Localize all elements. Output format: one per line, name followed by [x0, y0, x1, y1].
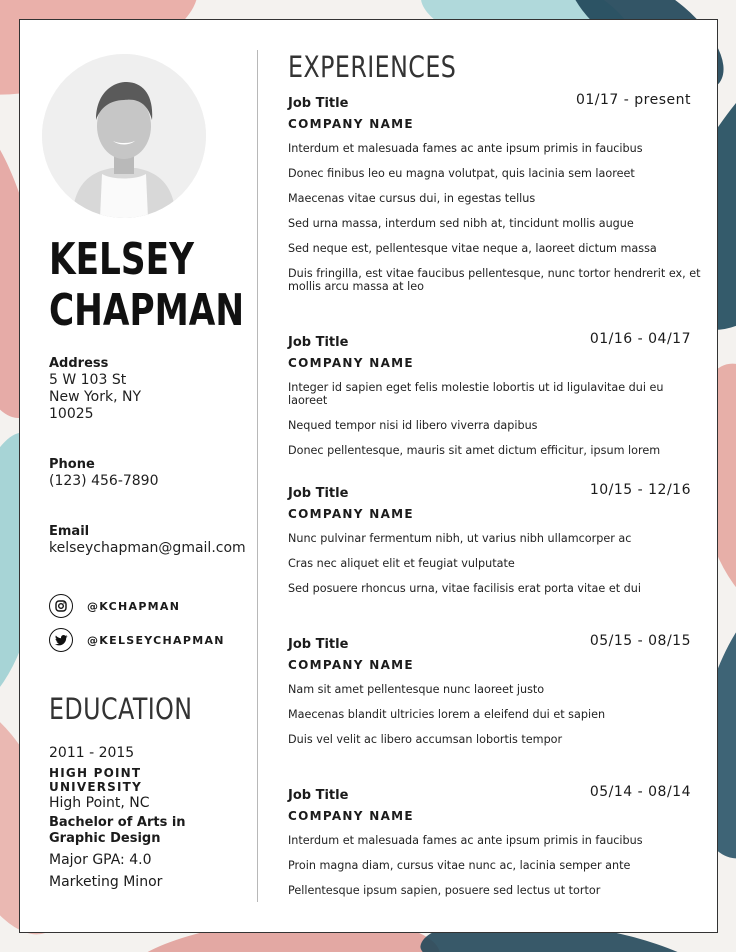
portrait-image — [42, 54, 206, 218]
education-heading: EDUCATION — [49, 692, 193, 726]
job-bullets — [288, 142, 703, 293]
job-entry — [288, 92, 703, 305]
job-dates: 01/16 - 04/17 — [589, 331, 691, 347]
school-city: High Point, NC — [49, 795, 150, 811]
job-bullets — [288, 834, 703, 897]
twitter-icon — [49, 628, 73, 652]
job-bullets — [288, 532, 703, 595]
list-item: Interdum et malesuada fames ac ante ipsum primis in faucibus — [288, 834, 643, 847]
job-entry — [288, 633, 703, 758]
address-block — [49, 356, 141, 423]
list-item: Duis fringilla, est vitae faucibus pellentesque, nunc tortor hendrerit ex, et mollis arcu massa at leo — [288, 267, 701, 293]
resume-sheet — [19, 19, 718, 933]
last-name: CHAPMAN — [49, 285, 245, 336]
first-name: KELSEY — [49, 234, 194, 285]
profile-photo — [42, 54, 206, 218]
address-line: New York, NY — [49, 389, 142, 405]
job-dates: 01/17 - present — [575, 92, 691, 108]
list-item: Sed neque est, pellentesque vitae neque a, laoreet dictum massa — [288, 242, 657, 255]
job-title: Job Title — [288, 96, 349, 111]
list-item: Sed posuere rhoncus urna, vitae facilisis erat porta vitae et dui — [288, 582, 641, 595]
minor: Marketing Minor — [49, 874, 163, 890]
company-name: COMPANY NAME — [288, 507, 414, 521]
job-entry — [288, 482, 703, 607]
education-years: 2011 - 2015 — [49, 745, 135, 761]
address-line: 10025 — [49, 406, 94, 422]
twitter-handle: @KELSEYCHAPMAN — [87, 633, 225, 647]
list-item: Integer id sapien eget felis molestie lobortis ut id ligulavitae dui eu laoreet — [288, 381, 664, 407]
email-label: Email — [49, 524, 90, 539]
job-entry — [288, 784, 703, 909]
job-title: Job Title — [288, 637, 349, 652]
list-item: Sed urna massa, interdum sed nibh at, tincidunt mollis augue — [288, 217, 634, 230]
job-title: Job Title — [288, 486, 349, 501]
column-divider — [257, 50, 258, 902]
instagram-icon — [49, 594, 73, 618]
job-dates: 05/15 - 08/15 — [589, 633, 691, 649]
list-item: Nunc pulvinar fermentum nibh, ut varius nibh ullamcorper ac — [288, 532, 632, 545]
social-twitter[interactable] — [49, 628, 225, 652]
job-title: Job Title — [288, 788, 349, 803]
job-title: Job Title — [288, 335, 349, 350]
list-item: Interdum et malesuada fames ac ante ipsum primis in faucibus — [288, 142, 643, 155]
list-item: Nequed tempor nisi id libero viverra dapibus — [288, 419, 538, 432]
gpa: Major GPA: 4.0 — [49, 852, 152, 868]
list-item: Donec finibus leo eu magna volutpat, quis lacinia sem laoreet — [288, 167, 635, 180]
email-address[interactable]: kelseychapman@gmail.com — [49, 540, 246, 556]
address-line: 5 W 103 St — [49, 372, 127, 388]
instagram-handle: @KCHAPMAN — [87, 599, 181, 613]
education-block — [49, 744, 239, 893]
company-name: COMPANY NAME — [288, 356, 414, 370]
company-name: COMPANY NAME — [288, 658, 414, 672]
job-dates: 05/14 - 08/14 — [589, 784, 691, 800]
job-dates: 10/15 - 12/16 — [589, 482, 691, 498]
company-name: COMPANY NAME — [288, 117, 414, 131]
list-item: Nam sit amet pellentesque nunc laoreet justo — [288, 683, 545, 696]
list-item: Donec pellentesque, mauris sit amet dictum efficitur, ipsum lorem — [288, 444, 661, 457]
list-item: Duis vel velit ac libero accumsan lobortis tempor — [288, 733, 563, 746]
list-item: Proin magna diam, cursus vitae nunc ac, lacinia semper ante — [288, 859, 631, 872]
degree: Bachelor of Arts in Graphic Design — [49, 815, 186, 846]
school-name: HIGH POINT UNIVERSITY — [49, 766, 142, 794]
full-name — [49, 234, 244, 336]
list-item: Cras nec aliquet elit et feugiat vulputate — [288, 557, 515, 570]
list-item: Pellentesque ipsum sapien, posuere sed lectus ut tortor — [288, 884, 601, 897]
job-bullets — [288, 683, 703, 746]
job-bullets — [288, 381, 703, 457]
list-item: Maecenas vitae cursus dui, in egestas tellus — [288, 192, 536, 205]
phone-number[interactable]: (123) 456-7890 — [49, 473, 159, 489]
social-instagram[interactable] — [49, 594, 180, 618]
experiences-heading: EXPERIENCES — [288, 50, 457, 84]
company-name: COMPANY NAME — [288, 809, 414, 823]
phone-block — [49, 457, 159, 490]
job-entry — [288, 331, 703, 469]
address-label: Address — [49, 356, 109, 371]
list-item: Maecenas blandit ultricies lorem a eleifend dui et sapien — [288, 708, 606, 721]
email-block — [49, 524, 246, 557]
phone-label: Phone — [49, 457, 95, 472]
